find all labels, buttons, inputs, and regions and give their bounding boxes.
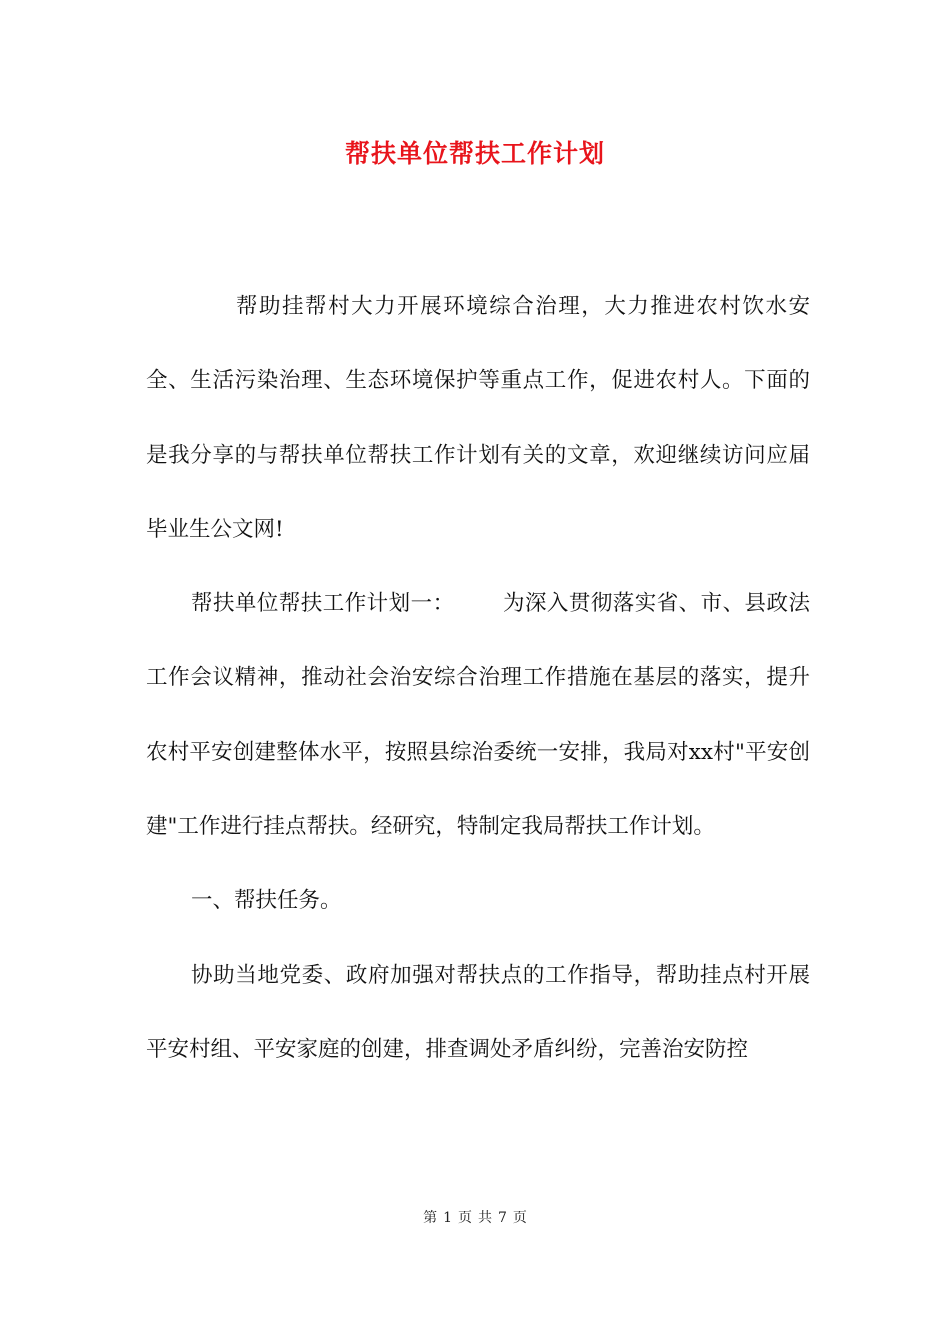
intro-paragraph: 帮助挂帮村大力开展环境综合治理，大力推进农村饮水安全、生活污染治理、生态环境保护等重点工作，促进农村人。下面的是我分享的与帮扶单位帮扶工作计划有关的文章，欢迎继续访问应届毕业生公文网! bbox=[146, 294, 810, 542]
footer-total-unit: 页 bbox=[512, 1210, 527, 1226]
footer-current-page: 1 bbox=[443, 1210, 452, 1226]
plan-one-label: 帮扶单位帮扶工作计划一： bbox=[191, 591, 455, 617]
footer-prefix: 第 bbox=[423, 1210, 438, 1226]
footer-total-pages: 7 bbox=[498, 1210, 507, 1226]
plan-one-paragraph bbox=[146, 567, 810, 864]
document-title: 帮扶单位帮扶工作计划 bbox=[344, 139, 605, 168]
section-one-heading: 一、帮扶任务。 bbox=[191, 888, 342, 914]
document-body bbox=[146, 270, 810, 1087]
section-one-paragraph: 协助当地党委、政府加强对帮扶点的工作指导，帮助挂点村开展平安村组、平安家庭的创建，排查调处矛盾纠纷，完善治安防控 bbox=[146, 962, 810, 1062]
page-footer bbox=[0, 1208, 950, 1228]
plan-one-body: 为深入贯彻落实省、市、县政法工作会议精神，推动社会治安综合治理工作措施在基层的落实，提升农村平安创建整体水平，按照县综治委统一安排，我局对xx村"平安创建"工作进行挂点帮扶。经研究，特制定我局帮扶工作计划。 bbox=[146, 591, 810, 840]
footer-total-prefix: 共 bbox=[478, 1210, 492, 1226]
footer-page-unit: 页 bbox=[458, 1210, 472, 1226]
